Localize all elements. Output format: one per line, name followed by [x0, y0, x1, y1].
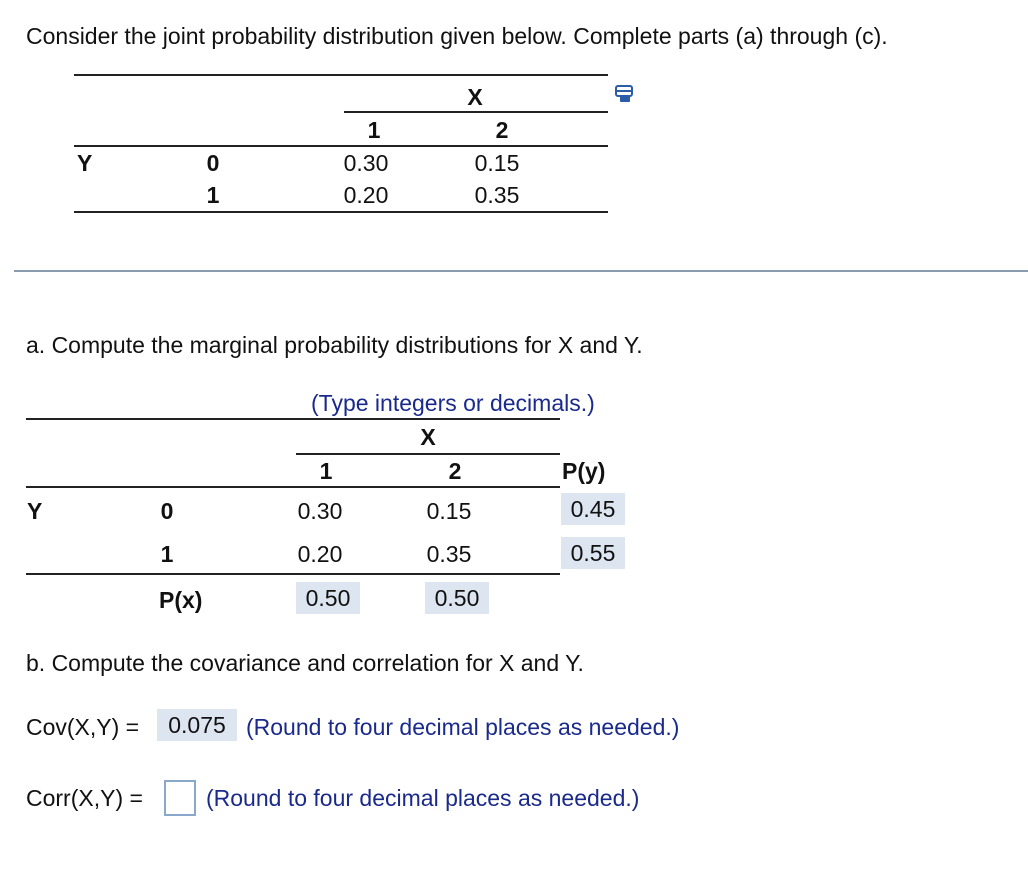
cell-value: 0.15: [474, 150, 520, 176]
type-hint: (Type integers or decimals.): [311, 390, 595, 416]
table-x-rule: [296, 453, 560, 455]
cell-value: 0.20: [297, 541, 343, 567]
row-label: 0: [206, 150, 220, 176]
cell-value: 0.15: [426, 498, 472, 524]
copy-table-icon[interactable]: [613, 82, 637, 106]
row-var-label: Y: [77, 150, 93, 176]
col-var-label: X: [420, 424, 436, 450]
corr-label: Corr(X,Y) =: [26, 785, 143, 811]
table-header-rule: [26, 486, 560, 488]
px-label: P(x): [159, 587, 203, 613]
py-answer[interactable]: 0.45: [561, 493, 625, 525]
cell-value: 0.35: [474, 182, 520, 208]
col-var-label: X: [467, 84, 483, 110]
px-answer[interactable]: 0.50: [425, 582, 489, 614]
corr-round-hint: (Round to four decimal places as needed.): [206, 785, 640, 811]
row-label: 0: [160, 498, 174, 524]
row-var-label: Y: [27, 498, 43, 524]
col-header: 1: [367, 117, 381, 143]
cov-answer[interactable]: 0.075: [157, 709, 237, 741]
row-label: 1: [206, 182, 220, 208]
table-x-rule: [344, 111, 608, 113]
cov-label: Cov(X,Y) =: [26, 714, 140, 740]
table-top-rule: [26, 418, 560, 420]
table-header-rule: [74, 145, 608, 147]
problem-prompt: Consider the joint probability distribution given below. Complete parts (a) through (c).: [26, 23, 888, 49]
row-label: 1: [160, 541, 174, 567]
col-header: 2: [448, 458, 462, 484]
cov-round-hint: (Round to four decimal places as needed.): [246, 714, 680, 740]
table-bottom-rule: [74, 211, 608, 213]
table-top-rule: [74, 74, 608, 76]
section-divider: [14, 270, 1028, 272]
cell-value: 0.30: [343, 150, 389, 176]
part-b-question: b. Compute the covariance and correlation for X and Y.: [26, 650, 584, 676]
col-header: 2: [495, 117, 509, 143]
py-header: P(y): [562, 458, 606, 484]
py-answer[interactable]: 0.55: [561, 537, 625, 569]
table-bottom-rule: [26, 573, 560, 575]
part-a-question: a. Compute the marginal probability distributions for X and Y.: [26, 332, 643, 358]
col-header: 1: [319, 458, 333, 484]
corr-input[interactable]: [164, 780, 196, 816]
cell-value: 0.20: [343, 182, 389, 208]
cell-value: 0.35: [426, 541, 472, 567]
cell-value: 0.30: [297, 498, 343, 524]
px-answer[interactable]: 0.50: [296, 582, 360, 614]
